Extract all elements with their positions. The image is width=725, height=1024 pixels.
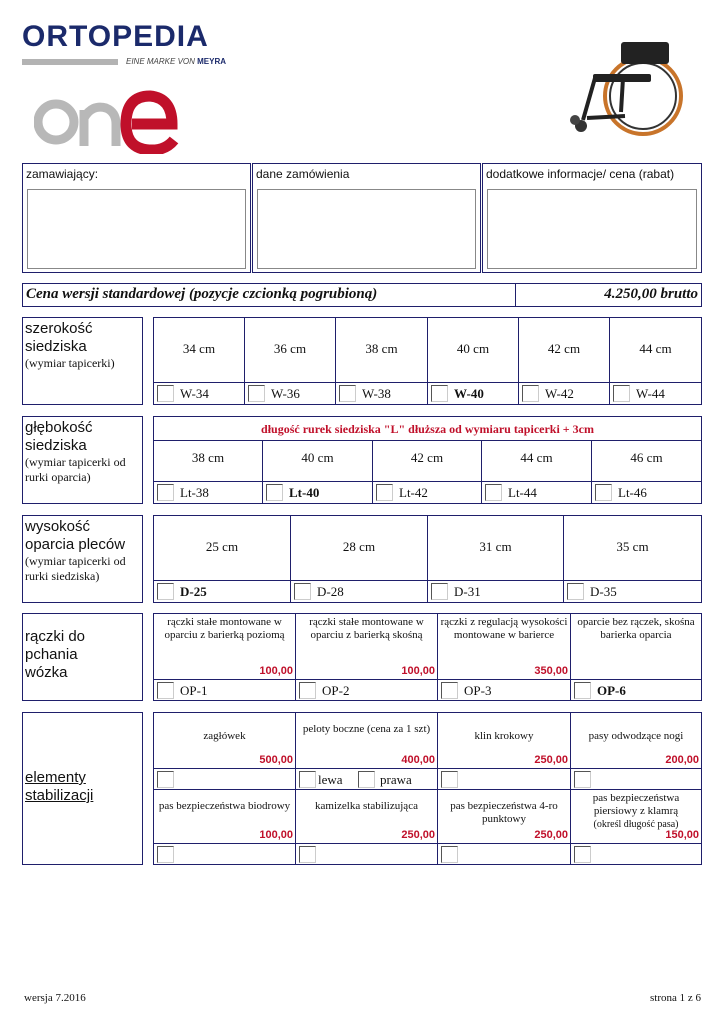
stabilization-desc-cell — [296, 790, 438, 843]
checkbox[interactable] — [339, 385, 356, 402]
seat-depth-size-cell — [592, 441, 701, 481]
stabilization-price: 400,00 — [401, 754, 435, 766]
seat-depth-option[interactable] — [592, 482, 701, 503]
stabilization-desc: klin krokowy — [474, 730, 534, 742]
checkbox[interactable] — [376, 484, 393, 501]
checkbox[interactable] — [266, 484, 283, 501]
back-height-option[interactable] — [291, 581, 428, 602]
push-handle-option[interactable] — [438, 680, 571, 700]
seat-depth-size-label: 42 cm — [410, 450, 444, 465]
back-height-code: D-25 — [180, 584, 207, 599]
page-number: strona 1 z 6 — [649, 992, 701, 1004]
checkbox[interactable] — [157, 484, 174, 501]
seat-depth-size-label: 40 cm — [301, 450, 334, 465]
seat-width-code: W-36 — [271, 386, 300, 401]
seat-width-label: szerokość siedziska (wymiar tapicerki) — [22, 317, 143, 405]
brand-subtitle: EINE MARKE VON MEYRA — [126, 56, 227, 66]
checkbox[interactable] — [613, 385, 630, 402]
push-handle-code-row — [154, 679, 701, 700]
checkbox[interactable] — [299, 846, 316, 863]
stabilization-option[interactable] — [154, 769, 296, 789]
push-handle-code: OP-3 — [464, 683, 492, 698]
push-handle-desc: rączki z regulacją wysokości montowane w barierce — [440, 616, 568, 641]
push-handle-code: OP-6 — [597, 683, 626, 698]
stabilization-price: 100,00 — [259, 829, 293, 841]
back-height-option[interactable] — [428, 581, 564, 602]
stabilization-check-row — [154, 768, 701, 789]
standard-price-title: Cena wersji standardowej (pozycje czcionką pogrubioną) — [26, 286, 378, 302]
stabilization-option[interactable] — [154, 844, 296, 864]
checkbox[interactable] — [441, 771, 458, 788]
back-height-code: D-28 — [317, 584, 344, 599]
stabilization-desc: zagłówek — [203, 730, 246, 742]
stabilization-note: (określ długość pasa) — [593, 819, 679, 830]
additional-info-label: dodatkowe informacje/ cena (rabat) — [486, 167, 675, 181]
stabilization-price: 250,00 — [534, 754, 568, 766]
checkbox[interactable] — [157, 583, 174, 600]
push-handle-desc: rączki stałe montowane w oparciu z barierką skośną — [309, 616, 424, 641]
seat-depth-size-cell — [373, 441, 482, 481]
push-handles-label: rączki do pchania wózka — [22, 613, 143, 701]
checkbox[interactable] — [595, 484, 612, 501]
seat-width-code: W-44 — [636, 386, 665, 401]
seat-width-size-label: 40 cm — [456, 341, 490, 356]
back-height-size-label: 25 cm — [205, 539, 239, 554]
back-height-size-label: 31 cm — [479, 539, 512, 554]
seat-width-code: W-40 — [454, 386, 484, 401]
seat-depth-code: Lt-46 — [618, 485, 647, 500]
stabilization-price: 150,00 — [665, 829, 699, 841]
orderer-label: zamawiający: — [26, 167, 99, 181]
push-handle-desc-cell — [438, 614, 571, 679]
push-handle-code: OP-2 — [322, 683, 350, 698]
push-handle-option[interactable] — [571, 680, 701, 700]
checkbox[interactable] — [485, 484, 502, 501]
order-data-field[interactable] — [257, 189, 476, 269]
right-side-label: prawa — [380, 772, 412, 787]
seat-depth-option[interactable] — [482, 482, 592, 503]
additional-info-field[interactable] — [487, 189, 697, 269]
checkbox[interactable] — [431, 583, 448, 600]
checkbox[interactable] — [441, 846, 458, 863]
seat-depth-option[interactable] — [263, 482, 373, 503]
stabilization-desc: pas bezpieczeństwa biodrowy — [158, 800, 291, 812]
stabilization-desc: pas bezpieczeństwa 4-ro punktowy — [450, 800, 558, 825]
seat-width-option[interactable] — [519, 383, 610, 404]
seat-width-code-row — [154, 382, 701, 404]
back-height-size-cell — [154, 516, 291, 580]
push-handle-price: 100,00 — [259, 665, 293, 677]
checkbox[interactable] — [157, 385, 174, 402]
seat-depth-size-cell — [263, 441, 373, 481]
seat-depth-option[interactable] — [154, 482, 263, 503]
stabilization-option[interactable] — [571, 769, 701, 789]
back-height-size-cell — [428, 516, 564, 580]
stabilization-desc-cell — [571, 713, 701, 768]
back-height-size-cell — [291, 516, 428, 580]
seat-width-size-cell — [245, 318, 336, 382]
stabilization-option[interactable] — [296, 844, 438, 864]
back-height-size-label: 35 cm — [616, 539, 649, 554]
seat-width-code: W-42 — [545, 386, 574, 401]
push-handle-option[interactable] — [154, 680, 296, 700]
back-height-option[interactable] — [564, 581, 701, 602]
seat-width-size-cell — [428, 318, 519, 382]
stabilization-desc: kamizelka stabilizująca — [315, 800, 418, 812]
seat-width-size-cell — [610, 318, 701, 382]
stabilization-desc: pasy odwodzące nogi — [588, 730, 684, 742]
seat-depth-size-label: 46 cm — [630, 450, 663, 465]
wheelchair-image — [565, 22, 705, 142]
checkbox[interactable] — [522, 385, 539, 402]
seat-width-option[interactable] — [245, 383, 336, 404]
seat-width-option[interactable] — [610, 383, 701, 404]
stabilization-label: elementy stabilizacji — [22, 712, 143, 865]
back-height-code-row — [154, 580, 701, 602]
seat-depth-code: Lt-44 — [508, 485, 537, 500]
stabilization-desc: pas bezpieczeństwa piersiowy z klamrą (określ długość pasa) — [592, 792, 680, 830]
one-logo — [34, 84, 184, 154]
seat-depth-code: Lt-38 — [180, 485, 209, 500]
standard-price-row — [22, 283, 702, 307]
stabilization-desc-cell — [154, 713, 296, 768]
checkbox[interactable] — [299, 771, 316, 788]
checkbox[interactable] — [574, 771, 591, 788]
seat-width-size-label: 42 cm — [547, 341, 581, 356]
stabilization-price: 250,00 — [401, 829, 435, 841]
seat-depth-grid — [153, 416, 702, 504]
back-height-option[interactable] — [154, 581, 291, 602]
checkbox[interactable] — [157, 846, 174, 863]
seat-width-size-label: 34 cm — [182, 341, 216, 356]
order-data-label: dane zamówienia — [256, 167, 350, 181]
seat-depth-code: Lt-42 — [399, 485, 428, 500]
push-handle-desc-cell — [154, 614, 296, 679]
stabilization-desc-cell — [571, 790, 701, 843]
checkbox[interactable] — [567, 583, 584, 600]
seat-depth-code-row — [154, 481, 701, 503]
stabilization-check-row — [154, 843, 701, 864]
seat-depth-option[interactable] — [373, 482, 482, 503]
push-handle-desc-cell — [296, 614, 438, 679]
orderer-field[interactable] — [27, 189, 246, 269]
checkbox[interactable] — [574, 682, 591, 699]
checkbox[interactable] — [294, 583, 311, 600]
orderer-section — [22, 163, 251, 273]
stabilization-price: 500,00 — [259, 754, 293, 766]
stabilization-grid — [153, 712, 702, 865]
push-handles-grid — [153, 613, 702, 701]
back-height-size-cell — [564, 516, 701, 580]
checkbox[interactable] — [574, 846, 591, 863]
back-height-code: D-31 — [454, 584, 481, 599]
seat-width-grid — [153, 317, 702, 405]
stabilization-desc-cell — [438, 790, 571, 843]
checkbox[interactable] — [157, 771, 174, 788]
stabilization-option[interactable] — [296, 769, 438, 789]
checkbox[interactable] — [299, 682, 316, 699]
checkbox[interactable] — [248, 385, 265, 402]
seat-depth-size-cell — [154, 441, 263, 481]
push-handle-desc-cell — [571, 614, 701, 679]
version-label: wersja 7.2016 — [24, 992, 86, 1004]
stabilization-option[interactable] — [438, 844, 571, 864]
price-separator — [515, 284, 516, 306]
push-handle-option[interactable] — [296, 680, 438, 700]
push-handle-price: 100,00 — [401, 665, 435, 677]
order-data-section — [252, 163, 481, 273]
seat-width-size-cell — [154, 318, 245, 382]
checkbox[interactable] — [431, 385, 448, 402]
additional-info-section — [482, 163, 702, 273]
stabilization-desc-cell — [154, 790, 296, 843]
brand-bar — [22, 59, 118, 65]
seat-depth-code: Lt-40 — [289, 485, 320, 500]
push-handle-desc: rączki stałe montowane w oparciu z barierką poziomą — [164, 616, 285, 641]
seat-depth-label: głębokość siedziska (wymiar tapicerki od rurki oparcia) — [22, 416, 143, 504]
stabilization-desc: peloty boczne (cena za 1 szt) — [302, 723, 431, 735]
push-handle-price: 350,00 — [534, 665, 568, 677]
checkbox[interactable] — [441, 682, 458, 699]
seat-width-option[interactable] — [428, 383, 519, 404]
brand-logo — [22, 22, 232, 70]
seat-width-size-label: 38 cm — [365, 341, 398, 356]
stabilization-price: 200,00 — [665, 754, 699, 766]
seat-depth-size-label: 44 cm — [520, 450, 553, 465]
seat-width-code: W-38 — [362, 386, 391, 401]
back-height-label: wysokość oparcia pleców (wymiar tapicerki od rurki siedziska) — [22, 515, 143, 603]
stabilization-desc-cell — [438, 713, 571, 768]
back-height-size-label: 28 cm — [342, 539, 376, 554]
push-handle-code: OP-1 — [180, 683, 208, 698]
back-height-code: D-35 — [590, 584, 617, 599]
seat-width-size-cell — [519, 318, 610, 382]
stabilization-price: 250,00 — [534, 829, 568, 841]
stabilization-option[interactable] — [571, 844, 701, 864]
stabilization-option[interactable] — [438, 769, 571, 789]
checkbox-right[interactable] — [358, 771, 375, 788]
seat-width-size-label: 44 cm — [639, 341, 672, 356]
seat-width-option[interactable] — [154, 383, 245, 404]
seat-width-code: W-34 — [180, 386, 209, 401]
brand-name: ORTOPEDIA — [22, 20, 209, 53]
left-side-label: lewa — [318, 772, 343, 787]
push-handle-desc: oparcie bez rączek, skośna barierka oparcia — [577, 616, 695, 641]
seat-depth-note: długość rurek siedziska "L" dłuższa od wymiaru tapicerki + 3cm — [154, 417, 701, 441]
seat-width-size-label: 36 cm — [273, 341, 307, 356]
seat-width-size-cell — [336, 318, 428, 382]
seat-width-option[interactable] — [336, 383, 428, 404]
stabilization-desc-cell — [296, 713, 438, 768]
seat-depth-size-cell — [482, 441, 592, 481]
back-height-grid — [153, 515, 702, 603]
standard-price-value: 4.250,00 brutto — [604, 286, 698, 302]
checkbox[interactable] — [157, 682, 174, 699]
seat-depth-size-label: 38 cm — [191, 450, 225, 465]
